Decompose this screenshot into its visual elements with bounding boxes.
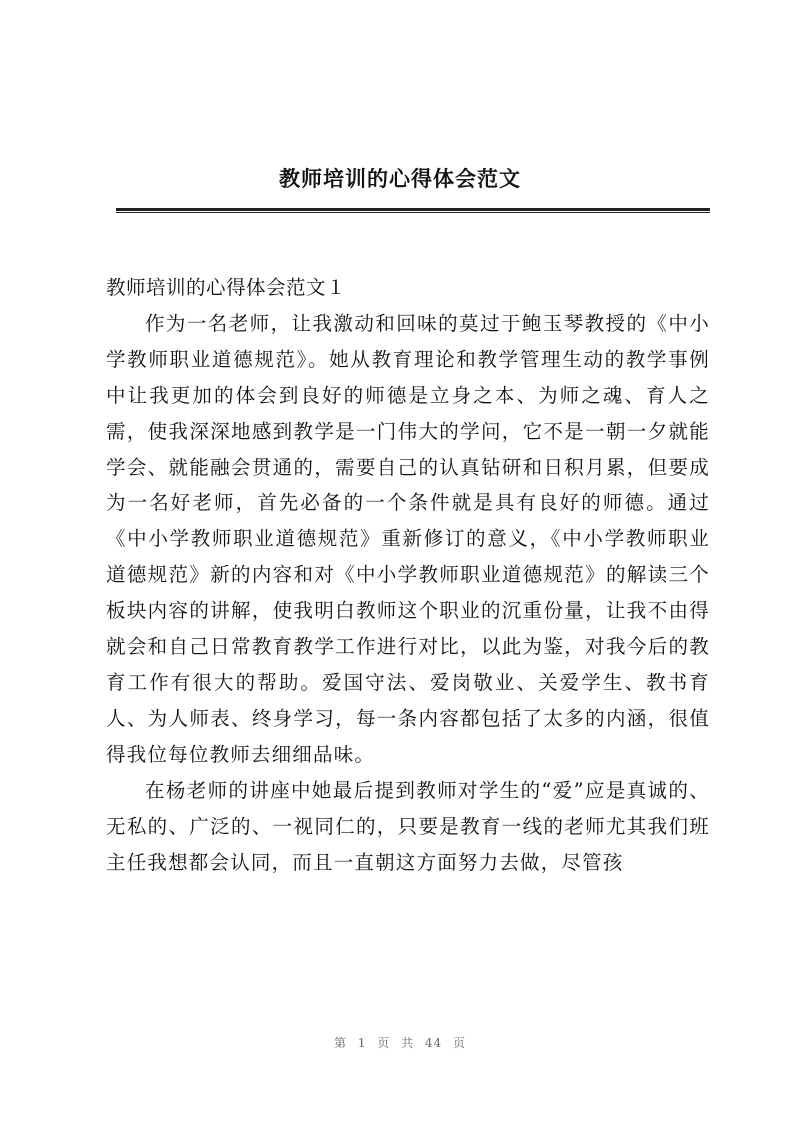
page-number-footer: 第 1 页 共 44 页 <box>334 1036 466 1050</box>
body-paragraph: 在杨老师的讲座中她最后提到教师对学生的“爱”应是真诚的、无私的、广泛的、一视同仁的，只要是教育一线的老师尤其我们班主任我想都会认同，而且一直朝这方面努力去做，尽管孩 <box>106 778 710 874</box>
document-body <box>106 270 710 880</box>
section-heading: 教师培训的心得体会范文１ <box>106 276 347 299</box>
title-divider <box>116 208 710 213</box>
document-title: 教师培训的心得体会范文 <box>279 166 521 191</box>
body-paragraph: 作为一名老师，让我激动和回味的莫过于鲍玉琴教授的《中小学教师职业道德规范》。她从教育理论和教学管理生动的教学事例中让我更加的体会到良好的师德是立身之本、为师之魂、育人之需，使我深深地感到教学是一门伟大的学问，它不是一朝一夕就能学会、就能融会贯通的，需要自己的认真钻研和日积月累，但要成为一名好老师，首先必备的一个条件就是具有良好的师德。通过《中小学教师职业道德规范》重新修订的意义，《中小学教师职业道德规范》新的内容和对《中小学教师职业道德规范》的解读三个板块内容的讲解，使我明白教师这个职业的沉重份量，让我不由得就会和自己日常教育教学工作进行对比，以此为鉴，对我今后的教育工作有很大的帮助。爱国守法、爱岗敬业、关爱学生、教书育人、为人师表、终身学习，每一条内容都包括了太多的内涵，很值得我位每位教师去细细品味。 <box>106 311 710 766</box>
